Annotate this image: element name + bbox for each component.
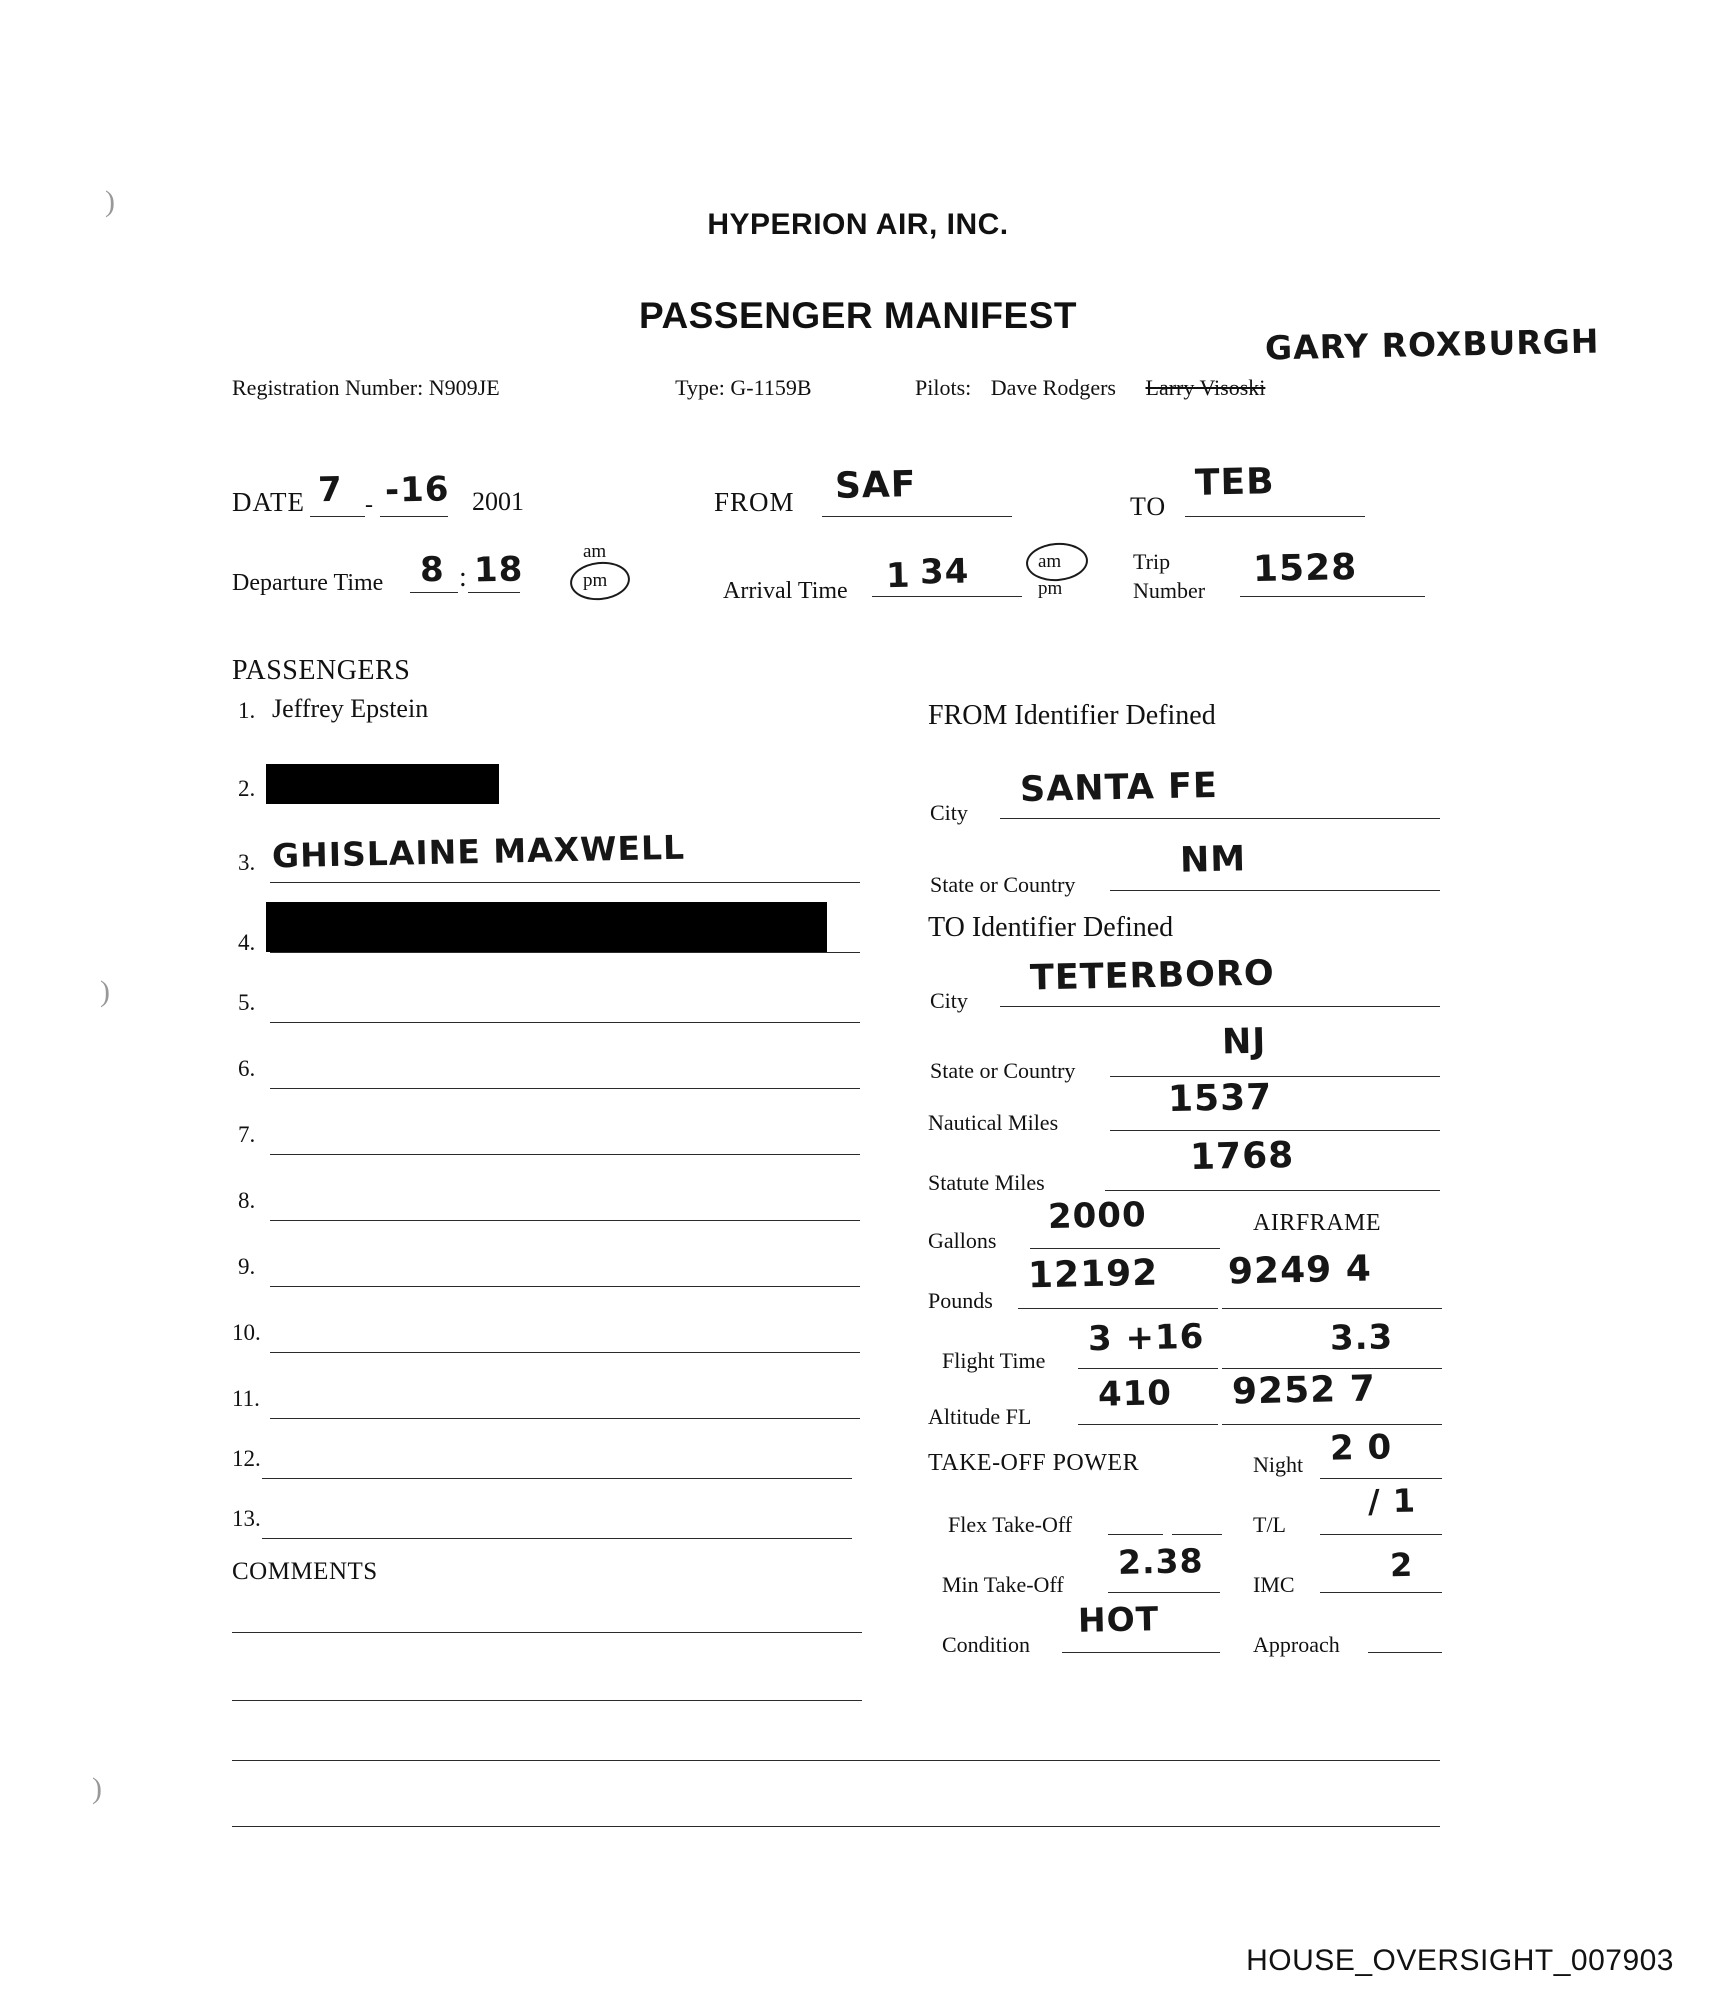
passenger-name-redaction <box>266 902 827 952</box>
to-state-rule <box>1110 1076 1440 1077</box>
comment-rule-wide <box>232 1826 1440 1827</box>
statute-miles-label: Statute Miles <box>928 1170 1045 1195</box>
arrival-rule <box>872 596 1022 597</box>
night-rule <box>1320 1478 1442 1479</box>
arrival-minute-value: 34 <box>919 551 970 593</box>
to-identifier-heading: TO Identifier Defined <box>928 912 1174 943</box>
passenger-rule <box>270 882 860 883</box>
passenger-rule <box>270 1022 860 1023</box>
passenger-number: 8. <box>238 1188 256 1213</box>
passenger-name: Jeffrey Epstein <box>272 694 429 723</box>
airframe-pounds-rule <box>1222 1308 1442 1309</box>
date-label: DATE <box>232 487 305 517</box>
airframe-altitude-rule <box>1222 1424 1442 1425</box>
condition-label: Condition <box>942 1632 1031 1657</box>
pounds-value: 12192 <box>1027 1252 1159 1297</box>
condition-rule <box>1062 1652 1220 1653</box>
passenger-number: 2. <box>238 776 256 801</box>
date-day-rule <box>380 516 448 517</box>
tl-value: / 1 <box>1367 1481 1417 1521</box>
departure-colon: : <box>459 562 467 593</box>
passenger-rule <box>270 1418 860 1419</box>
gallons-rule <box>1030 1248 1220 1249</box>
passenger-number: 13. <box>232 1506 261 1531</box>
page-edge-mark: ) <box>100 975 110 1008</box>
arrival-am-circle-mark <box>1025 541 1089 583</box>
trip-label-line1: Trip <box>1133 549 1171 574</box>
arrival-time-label: Arrival Time <box>723 578 848 604</box>
page-edge-mark: ) <box>92 1772 102 1805</box>
to-rule <box>1185 516 1365 517</box>
trip-label-line2: Number <box>1133 578 1206 603</box>
flight-time-value: 3 +16 <box>1087 1316 1205 1360</box>
pilot-name-2-struck: Larry Visoski <box>1145 375 1266 400</box>
date-month-rule <box>310 516 365 517</box>
pilot-name-1: Dave Rodgers <box>990 375 1116 400</box>
departure-minute-rule <box>468 592 520 593</box>
airframe-heading: AIRFRAME <box>1253 1210 1382 1236</box>
passenger-number: 1. <box>238 698 256 723</box>
passenger-rule <box>270 1352 860 1353</box>
registration-number: Registration Number: N909JE <box>232 375 500 400</box>
comments-heading: COMMENTS <box>232 1558 378 1585</box>
nautical-miles-label: Nautical Miles <box>928 1110 1059 1135</box>
passenger-rule <box>270 1154 860 1155</box>
flight-time-rule <box>1078 1368 1218 1369</box>
date-day-value: -16 <box>384 469 450 511</box>
page-edge-mark: ) <box>105 185 115 218</box>
from-city-label: City <box>930 800 968 825</box>
pounds-label: Pounds <box>928 1288 993 1313</box>
aircraft-type: Type: G-1159B <box>675 375 812 400</box>
arrival-am-label: am <box>1038 551 1062 572</box>
pounds-rule <box>1018 1308 1218 1309</box>
comment-rule <box>232 1632 862 1633</box>
statute-miles-rule <box>1105 1190 1440 1191</box>
passenger-rule <box>270 1286 860 1287</box>
flex-takeoff-rule-1 <box>1108 1534 1163 1535</box>
passengers-heading: PASSENGERS <box>232 655 411 686</box>
date-dash-1: - <box>365 492 373 518</box>
to-label: TO <box>1130 492 1167 521</box>
imc-value: 2 <box>1389 1545 1414 1585</box>
nautical-miles-value: 1537 <box>1167 1076 1273 1121</box>
arrival-hour-value: 1 <box>885 555 912 597</box>
night-label: Night <box>1253 1452 1304 1477</box>
passenger-number: 5. <box>238 990 256 1015</box>
passenger-number: 7. <box>238 1122 256 1147</box>
min-takeoff-label: Min Take-Off <box>942 1572 1064 1597</box>
from-city-value: SANTA FE <box>1019 765 1219 811</box>
from-identifier-heading: FROM Identifier Defined <box>928 700 1216 731</box>
passenger-rule <box>270 1088 860 1089</box>
to-city-label: City <box>930 988 968 1013</box>
to-state-label: State or Country <box>930 1058 1076 1083</box>
departure-hour-value: 8 <box>419 549 446 591</box>
gallons-label: Gallons <box>928 1228 997 1253</box>
min-takeoff-value: 2.38 <box>1117 1541 1204 1582</box>
from-rule <box>822 516 1012 517</box>
departure-pm-circle-mark <box>568 559 632 603</box>
flex-takeoff-rule-2 <box>1172 1534 1222 1535</box>
passenger-rule <box>270 1220 860 1221</box>
trip-number-rule <box>1240 596 1425 597</box>
passenger-number: 11. <box>232 1386 260 1411</box>
departure-time-label: Departure Time <box>232 570 384 596</box>
from-city-rule <box>1000 818 1440 819</box>
passenger-number: 6. <box>238 1056 256 1081</box>
takeoff-power-heading: TAKE-OFF POWER <box>928 1450 1140 1476</box>
passenger-number: 9. <box>238 1254 256 1279</box>
pilot-name-handwritten: GARY ROXBURGH <box>1264 321 1600 368</box>
from-state-value: NM <box>1179 839 1247 881</box>
date-month-value: 7 <box>317 469 344 511</box>
gallons-value: 2000 <box>1047 1194 1148 1238</box>
from-label: FROM <box>714 487 795 517</box>
from-state-label: State or Country <box>930 872 1076 897</box>
passenger-rule <box>262 1538 852 1539</box>
to-state-value: NJ <box>1221 1021 1267 1063</box>
to-code-value: TEB <box>1194 461 1276 504</box>
pilots-label: Pilots: <box>915 375 972 400</box>
departure-am-label: am <box>583 541 607 562</box>
approach-label: Approach <box>1253 1632 1340 1657</box>
imc-rule <box>1320 1592 1442 1593</box>
departure-minute-value: 18 <box>473 549 524 591</box>
passenger-number: 12. <box>232 1446 261 1471</box>
passenger-number: 3. <box>238 850 256 875</box>
approach-rule <box>1368 1652 1442 1653</box>
comment-rule <box>232 1700 862 1701</box>
passenger-rule <box>270 952 860 953</box>
airframe-altitude-value: 9252 7 <box>1231 1368 1377 1413</box>
to-city-value: TETERBORO <box>1029 953 1276 999</box>
tl-label: T/L <box>1253 1512 1286 1537</box>
statute-miles-value: 1768 <box>1189 1134 1295 1179</box>
company-name: HYPERION AIR, INC. <box>707 208 1009 241</box>
passenger-name: GHISLAINE MAXWELL <box>271 827 686 876</box>
tl-rule <box>1320 1534 1442 1535</box>
imc-label: IMC <box>1253 1572 1295 1597</box>
airframe-flight-time-value: 3.3 <box>1329 1317 1394 1359</box>
date-year-value: 2001 <box>472 487 524 516</box>
departure-hour-rule <box>410 592 458 593</box>
comment-rule-wide <box>232 1760 1440 1761</box>
flex-takeoff-label: Flex Take-Off <box>948 1512 1073 1537</box>
document-title: PASSENGER MANIFEST <box>639 295 1077 336</box>
passenger-number: 10. <box>232 1320 261 1345</box>
altitude-value: 410 <box>1097 1373 1173 1415</box>
min-takeoff-rule <box>1108 1592 1220 1593</box>
passenger-number: 4. <box>238 930 256 955</box>
condition-value: HOT <box>1077 1599 1160 1640</box>
passenger-rule <box>262 1478 852 1479</box>
departure-pm-label: pm <box>583 570 608 591</box>
flight-time-label: Flight Time <box>942 1348 1046 1373</box>
airframe-pounds-value: 9249 4 <box>1227 1248 1373 1293</box>
altitude-label: Altitude FL <box>928 1404 1032 1429</box>
from-state-rule <box>1110 890 1440 891</box>
arrival-pm-label: pm <box>1038 578 1063 599</box>
trip-number-value: 1528 <box>1252 546 1358 591</box>
nautical-miles-rule <box>1110 1130 1440 1131</box>
from-code-value: SAF <box>834 464 917 507</box>
bates-number: HOUSE_OVERSIGHT_007903 <box>1246 1944 1674 1977</box>
to-city-rule <box>1000 1006 1440 1007</box>
passenger-name-redaction <box>266 764 499 804</box>
registration-row <box>232 375 1265 401</box>
altitude-rule <box>1078 1424 1218 1425</box>
night-value: 2 0 <box>1329 1427 1393 1469</box>
